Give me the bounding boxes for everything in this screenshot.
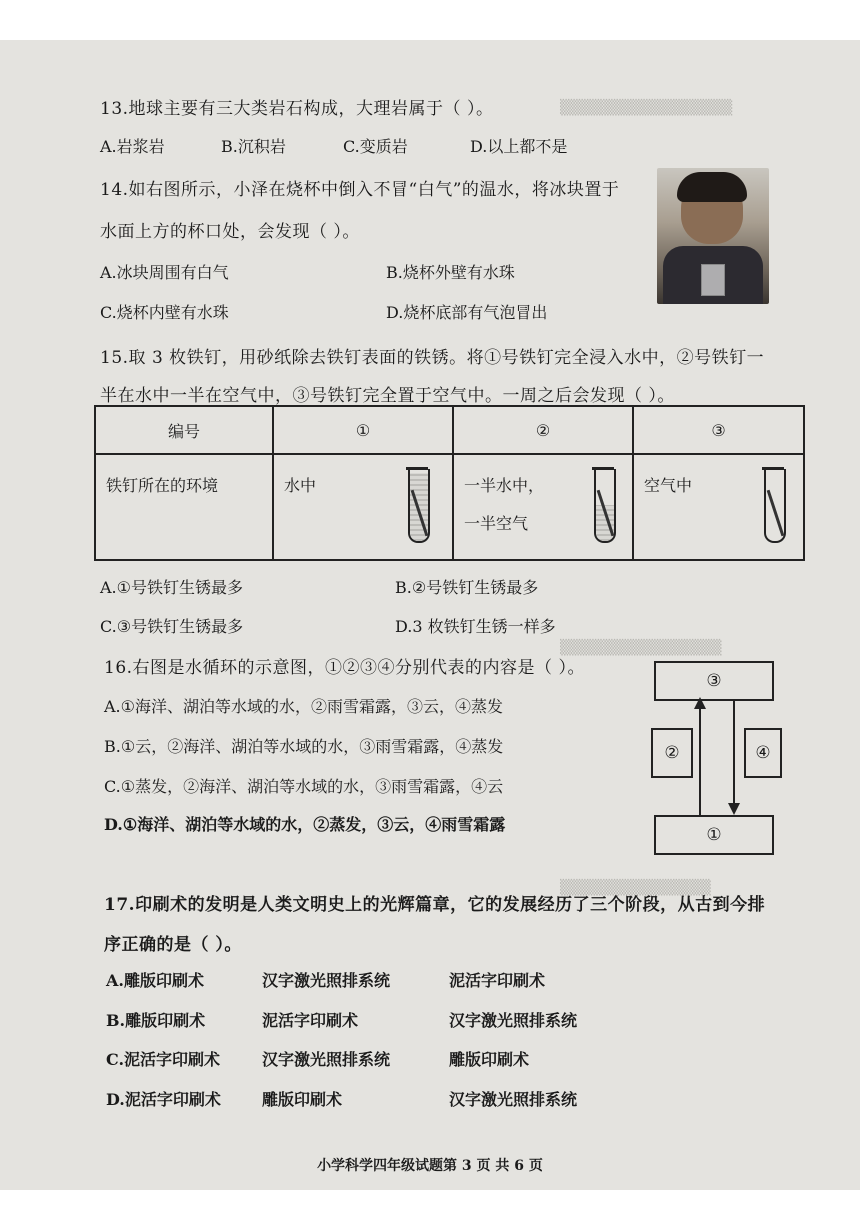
q13-option-c: C.变质岩 xyxy=(343,137,408,156)
table-header: ② xyxy=(453,406,633,454)
table-row-label-cell xyxy=(95,454,273,560)
q13-option-b: B.沉积岩 xyxy=(221,137,286,156)
table-row-label: 铁钉所在的环境 xyxy=(106,476,219,495)
q14-stem-line2: 水面上方的杯口处，会发现（ ）。 xyxy=(100,222,360,242)
q17-option-c-stage3: 雕版印刷术 xyxy=(449,1050,530,1069)
env-cell-2 xyxy=(453,454,633,560)
q13-option-a: A.岩浆岩 xyxy=(100,137,165,156)
iron-nail xyxy=(767,490,785,537)
diagram-box-top: ③ xyxy=(654,661,774,701)
q16-option-b: B.①云，②海洋、湖泊等水域的水，③雨雪霜露，④蒸发 xyxy=(104,737,504,756)
q17-option-d-stage1: D.泥活字印刷术 xyxy=(106,1090,221,1109)
q17-option-d-stage3: 汉字激光照排系统 xyxy=(449,1090,578,1109)
bleed-through-text: ▒▒▒▒▒▒▒▒▒▒▒▒▒▒ xyxy=(560,880,711,896)
env-3-text: 空气中 xyxy=(644,476,693,495)
q14-option-c: C.烧杯内壁有水珠 xyxy=(100,303,229,322)
q14-option-a: A.冰块周围有白气 xyxy=(100,263,229,282)
env-2-text-line1: 一半水中， xyxy=(464,476,545,495)
iron-nail-table xyxy=(94,405,805,561)
q16-stem: 16.右图是水循环的示意图，①②③④分别代表的内容是（ ）。 xyxy=(104,658,585,678)
q17-option-a-stage2: 汉字激光照排系统 xyxy=(262,971,391,990)
q17-option-a-stage3: 泥活字印刷术 xyxy=(449,971,546,990)
env-1-text: 水中 xyxy=(284,476,317,495)
q15-stem-line1: 15.取 3 枚铁钉，用砂纸除去铁钉表面的铁锈。将①号铁钉完全浸入水中，②号铁钉一 xyxy=(100,348,765,368)
diagram-box-bottom: ① xyxy=(654,815,774,855)
q17-option-c-stage1: C.泥活字印刷术 xyxy=(106,1050,221,1069)
table-header: 编号 xyxy=(95,406,273,454)
test-tube-2 xyxy=(594,469,616,543)
q13-stem: 13.地球主要有三大类岩石构成，大理岩属于（ ）。 xyxy=(100,99,494,119)
bleed-through-text: ▒▒▒▒▒▒▒▒▒▒▒▒▒▒▒▒ xyxy=(560,100,733,116)
env-2-text-line2: 一半空气 xyxy=(464,514,529,533)
q15-option-b: B.②号铁钉生锈最多 xyxy=(395,578,539,597)
q15-option-a: A.①号铁钉生锈最多 xyxy=(100,578,243,597)
q17-option-c-stage2: 汉字激光照排系统 xyxy=(262,1050,391,1069)
q17-stem-line1: 17.印刷术的发明是人类文明史上的光辉篇章，它的发展经历了三个阶段，从古到今排 xyxy=(104,895,766,915)
q16-option-d: D.①海洋、湖泊等水域的水，②蒸发，③云，④雨雪霜露 xyxy=(104,815,506,834)
boy-with-beaker-photo xyxy=(657,168,769,304)
q13-option-d: D.以上都不是 xyxy=(470,137,568,156)
q17-option-d-stage2: 雕版印刷术 xyxy=(262,1090,343,1109)
q15-option-d: D.3 枚铁钉生锈一样多 xyxy=(395,617,556,636)
q14-option-b: B.烧杯外壁有水珠 xyxy=(386,263,515,282)
diagram-arrows xyxy=(690,697,750,817)
q16-option-a: A.①海洋、湖泊等水域的水，②雨雪霜露，③云，④蒸发 xyxy=(104,697,503,716)
test-tube-3 xyxy=(764,469,786,543)
up-arrow-icon xyxy=(694,697,706,709)
diagram-box-right: ④ xyxy=(744,728,782,778)
q17-option-b-stage2: 泥活字印刷术 xyxy=(262,1011,359,1030)
env-cell-3 xyxy=(633,454,804,560)
q15-option-c: C.③号铁钉生锈最多 xyxy=(100,617,244,636)
bleed-through-text: ▒▒▒▒▒▒▒▒▒▒▒▒▒▒▒ xyxy=(560,640,722,656)
table-header: ③ xyxy=(633,406,804,454)
q17-option-b-stage3: 汉字激光照排系统 xyxy=(449,1011,578,1030)
q15-stem-line2: 半在水中一半在空气中，③号铁钉完全置于空气中。一周之后会发现（ ）。 xyxy=(100,386,675,406)
down-arrow-icon xyxy=(728,803,740,815)
q17-stem-line2: 序正确的是（ ）。 xyxy=(104,935,242,955)
q16-option-c: C.①蒸发，②海洋、湖泊等水域的水，③雨雪霜露，④云 xyxy=(104,777,504,796)
q17-option-a-stage1: A.雕版印刷术 xyxy=(106,971,204,990)
env-cell-1 xyxy=(273,454,453,560)
q14-stem-line1: 14.如右图所示，小泽在烧杯中倒入不冒“白气”的温水，将冰块置于 xyxy=(100,180,620,200)
q17-option-b-stage1: B.雕版印刷术 xyxy=(106,1011,206,1030)
q14-option-d: D.烧杯底部有气泡冒出 xyxy=(386,303,548,322)
test-tube-1 xyxy=(408,469,430,543)
page-footer: 小学科学四年级试题第 3 页 共 6 页 xyxy=(317,1158,543,1174)
diagram-box-left: ② xyxy=(651,728,693,778)
table-header: ① xyxy=(273,406,453,454)
